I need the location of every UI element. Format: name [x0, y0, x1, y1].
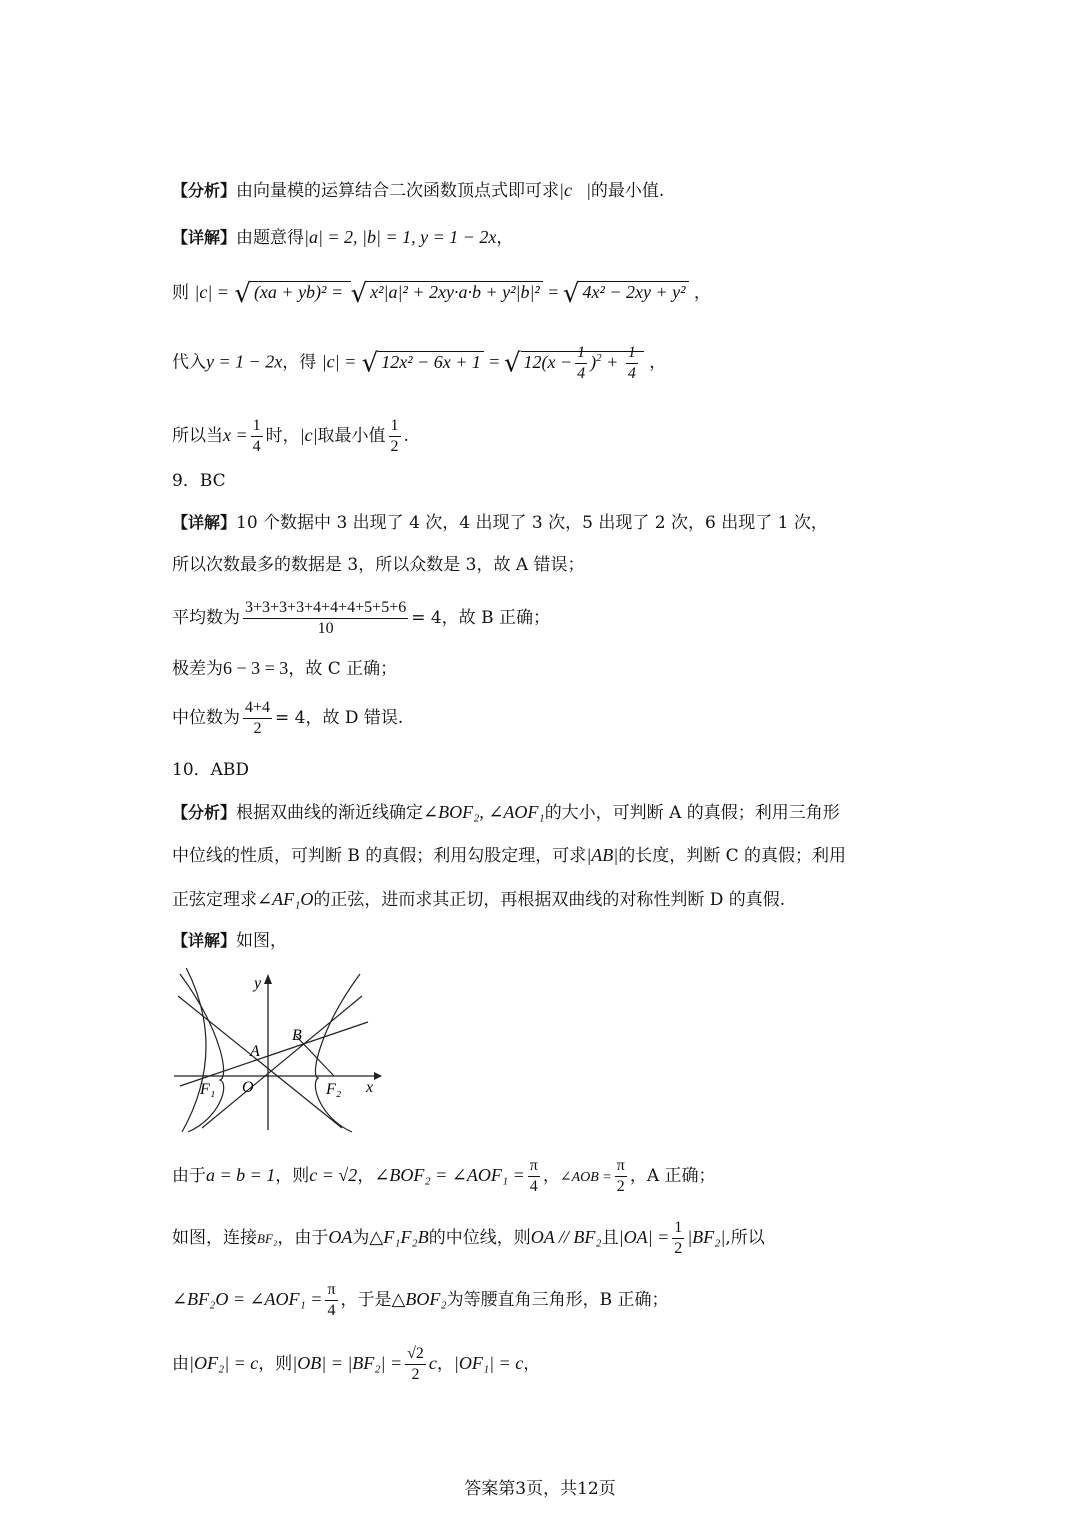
coef-12: 12 — [523, 351, 542, 372]
x-eq: x = — [223, 425, 248, 445]
frac-den: 4 — [252, 438, 261, 455]
median-numerator: 4+4 — [243, 698, 272, 719]
oa-length: |OA| = — [618, 1227, 670, 1247]
label-x: x — [366, 1079, 374, 1096]
vector-c-abs: |c⃗| — [559, 180, 591, 200]
minimum-line — [172, 416, 409, 457]
q10-text-5: 正弦定理求 — [172, 890, 257, 910]
frac-den: 4 — [327, 1302, 336, 1319]
range-text: 极差为 — [172, 659, 223, 679]
line4-end: ， — [649, 352, 667, 373]
label-f2: F₂ — [326, 1081, 342, 1098]
frac-num: 1 — [575, 343, 587, 364]
end-comma: ， — [523, 1354, 541, 1374]
bf2-length: |BF₂| — [687, 1227, 726, 1247]
q10-text-4: 的长度，判断 C 的真假；利用 — [618, 846, 847, 866]
when-text: 时， — [265, 426, 300, 446]
label-f1: F₁ — [200, 1081, 216, 1098]
q10-text: 根据双曲线的渐近线确定 — [236, 803, 424, 823]
is-text: 为 — [352, 1228, 370, 1248]
frac-num: π — [325, 1280, 337, 1301]
then-text: 则 — [172, 283, 189, 303]
frac-den: 4 — [627, 365, 636, 382]
substitute-text: 代入 — [172, 352, 206, 373]
line3-end: ， — [693, 283, 711, 303]
hyperbola-figure — [172, 968, 384, 1134]
and-text: 且 — [601, 1228, 619, 1248]
line5-end: . — [403, 426, 409, 446]
median-denominator: 2 — [253, 720, 262, 737]
angle-eq: ∠BOF₂ = ∠AOF₁ = — [374, 1165, 525, 1185]
median-end: = 4，故 D 错误. — [275, 708, 404, 728]
analysis-text: 由向量模的运算结合二次函数顶点式即可求 — [236, 181, 560, 201]
frac-num: 1 — [251, 416, 263, 437]
connect-text: 如图，连接 — [172, 1228, 257, 1248]
q10-text-3: 中位线的性质，可判断 B 的真假；利用勾股定理，可求 — [172, 846, 587, 866]
detail-tag: 【详解】 — [172, 931, 237, 950]
part-c-line — [172, 1344, 540, 1385]
range-end: ，故 C 正确； — [288, 659, 398, 679]
label-b: B — [292, 1027, 302, 1044]
c-var: c — [428, 1353, 437, 1373]
q9-detail-2: 所以次数最多的数据是 3，所以众数是 3，故 A 错误； — [172, 555, 585, 575]
part-a-line — [172, 1156, 716, 1197]
mean-end: = 4，故 B 正确； — [411, 608, 550, 628]
detail-text: 由题意得 — [236, 228, 305, 248]
frac-den: 2 — [411, 1366, 420, 1383]
frac-num: 1 — [672, 1218, 684, 1239]
of2-length: |OF₂| = c — [189, 1353, 259, 1373]
so-text: ,所以 — [725, 1228, 765, 1248]
comma: ， — [357, 1166, 375, 1186]
x-axis-arrow — [374, 1072, 382, 1080]
get-text: ，得 — [282, 352, 317, 373]
substitution-line: 代入y = 1 − 2x，得 |c| = √ 12x² − 6x + 1 = √ 12(x − $\frac{1}{4}$ )$^2$ + $\frac{1}{4}$ ， — [172, 344, 667, 382]
y-expression: y = 1 − 2x — [206, 351, 283, 372]
detail-tag: 【详解】 — [172, 228, 237, 247]
min-text: 取最小值 — [317, 426, 386, 446]
oa-parallel-bf2: OA // BF₂ — [530, 1227, 602, 1247]
detail-end: ， — [496, 228, 514, 248]
then-text-3: ，则 — [258, 1354, 293, 1374]
ab-length: |AB| — [586, 845, 619, 865]
mean-numerator: 3+3+3+3+4+4+4+5+5+6 — [243, 598, 408, 619]
mean-denominator: 10 — [317, 620, 334, 637]
x-minus: x − — [547, 351, 573, 372]
so-when: 所以当 — [172, 426, 223, 446]
of1-length: |OF₁| = c — [453, 1353, 524, 1373]
c-value: c = √2 — [309, 1165, 358, 1185]
q10-text-2: 的大小，可判断 A 的真假；利用三角形 — [544, 803, 840, 823]
analysis-tag: 【分析】 — [172, 181, 237, 200]
q10-detail — [172, 929, 287, 953]
frac-den: 2 — [674, 1240, 683, 1257]
modulus-derivation: 则 |c| = √ (xa + yb)² = √ x²|a|² + 2xy·a·b + y²|b|² = √ 4x² − 2xy + y² ， — [172, 279, 711, 309]
y-axis-arrow — [264, 974, 272, 984]
a-eq-b: a = b = 1 — [206, 1165, 276, 1185]
triangle-f1f2b: △F₁F₂B — [369, 1227, 429, 1247]
frac-num: π — [528, 1156, 540, 1177]
analysis-end: 的最小值. — [590, 181, 665, 201]
q10-analysis-1 — [172, 800, 840, 825]
as-shown: 如图， — [236, 931, 288, 951]
q9-detail-1 — [172, 511, 828, 535]
frac-den: 2 — [616, 1178, 625, 1195]
range-math: 6 − 3 = 3 — [223, 658, 289, 678]
c-modulus-2: |c| = — [321, 351, 357, 372]
q9-mean — [172, 598, 550, 639]
median-text: 中位数为 — [172, 708, 240, 728]
thus-text: ，于是 — [340, 1290, 392, 1310]
detail-line-1 — [172, 225, 513, 250]
comma: ， — [436, 1354, 454, 1374]
hyperbola-left-branch-2 — [180, 974, 224, 1132]
analysis-tag: 【分析】 — [172, 803, 237, 822]
q10-text-6: 的正弦，进而求其正切，再根据双曲线的对称性判断 D 的真假. — [313, 890, 786, 910]
frac-den: 2 — [390, 438, 399, 455]
oa: OA — [328, 1227, 353, 1247]
analysis-line-1 — [172, 178, 664, 203]
q10-analysis-2 — [172, 843, 846, 868]
frac-den: 4 — [577, 365, 586, 382]
then-text-2: ，则 — [275, 1166, 310, 1186]
mean-text: 平均数为 — [172, 608, 240, 628]
q9-median — [172, 698, 403, 739]
quadratic-radicand: 12x² − 6x + 1 — [378, 351, 484, 372]
radicand-3: 4x² − 2xy + y² — [579, 281, 688, 302]
frac-num: 1 — [389, 416, 401, 437]
c-modulus: |c| = — [194, 282, 229, 302]
angles: ∠BOF₂, ∠AOF₁ — [423, 802, 545, 822]
radicand-1: (xa + yb)² = — [251, 281, 351, 302]
question-10-answer: 10．ABD — [172, 760, 250, 780]
radicand-2: x²|a|² + 2xy·a·b + y²|b|² — [367, 281, 543, 302]
page-footer: 答案第3页，共12页 — [464, 1479, 616, 1499]
from-text: 由 — [172, 1354, 189, 1374]
label-a: A — [250, 1043, 260, 1060]
angle-af1o: ∠AF₁O — [257, 889, 314, 909]
frac-num: 1 — [626, 343, 638, 364]
ob-length: |OB| = |BF₂| = — [292, 1353, 403, 1373]
label-o: O — [242, 1079, 254, 1096]
comma: ， — [542, 1166, 560, 1186]
detail-tag: 【详解】 — [172, 513, 237, 532]
frac-num: π — [615, 1156, 627, 1177]
hyperbola-right-branch — [315, 974, 360, 1132]
part-b-line-1 — [172, 1218, 765, 1259]
hyperbola-left-branch — [182, 968, 206, 1132]
q10-analysis-3 — [172, 887, 785, 912]
c-abs: |c| — [299, 425, 318, 445]
bf2: BF₂ — [257, 1231, 278, 1246]
triangle-bof2: △BOF₂ — [391, 1289, 447, 1309]
since-text-2: ，由于 — [277, 1228, 329, 1248]
label-y: y — [254, 975, 262, 992]
angle-bf2o: ∠BF₂O = ∠AOF₁ = — [172, 1289, 323, 1309]
part-b-line-2 — [172, 1280, 669, 1321]
given-values: |a| = 2, |b| = 1, y = 1 − 2x — [304, 227, 497, 247]
a-correct: ，A 正确； — [629, 1166, 716, 1186]
since-text: 由于 — [172, 1166, 206, 1186]
q9-text-1: 10 个数据中 3 出现了 4 次，4 出现了 3 次，5 出现了 2 次，6 出现了 1 次， — [236, 513, 828, 533]
q9-range — [172, 656, 397, 681]
question-9-answer: 9．BC — [172, 471, 226, 491]
frac-den: 4 — [529, 1178, 538, 1195]
midline-text: 的中位线，则 — [428, 1228, 531, 1248]
angle-aob: ∠AOB = — [559, 1170, 612, 1185]
frac-num: √2 — [405, 1344, 426, 1365]
b-correct: 为等腰直角三角形，B 正确； — [446, 1290, 669, 1310]
asymptote-2 — [202, 996, 362, 1128]
